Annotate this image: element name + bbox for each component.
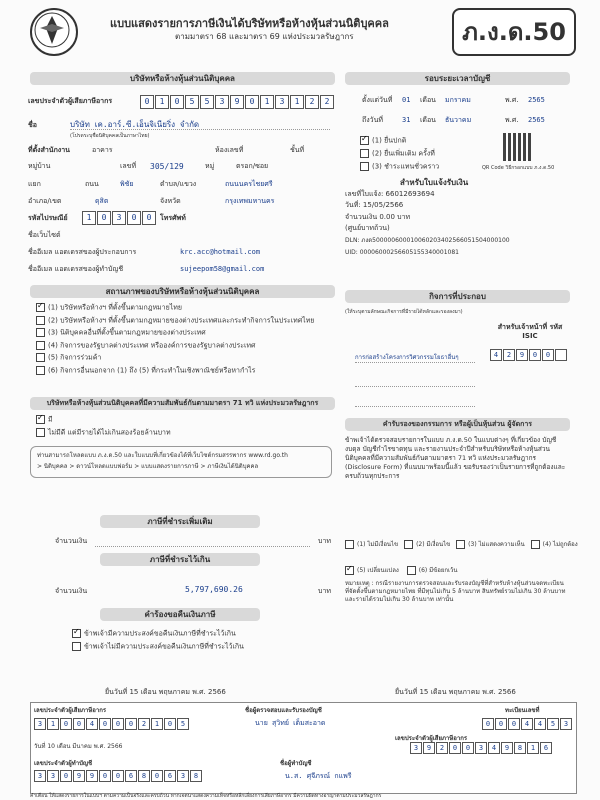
bottom-note: คำเตือน ให้แสดงรายการในแบบฯ ตามความเป็นจริงและครบถ้วน หากเจตนาแสดงความเท็จหรือหลีกเลี่ยงการเสียภาษีอากร มีความผิดทางอาญาตามประมวลรัษฎากร xyxy=(30,793,382,799)
isic-digit: 4 xyxy=(490,349,502,361)
receipt-uid: UID: 000060002566051553400010​81 xyxy=(345,249,459,256)
road[interactable]: พิชัย xyxy=(120,180,134,188)
status-label: (5) กิจการร่วมค้า xyxy=(48,353,102,362)
district-label: อำเภอ/เขต xyxy=(28,197,62,205)
auditor-name[interactable]: นาย สุวิทย์ เต็มสะอาด xyxy=(255,719,326,727)
acct-id-digit: 0 xyxy=(99,770,111,782)
start-label: ตั้งแต่วันที่ xyxy=(362,96,393,104)
zip-digit: 0 xyxy=(142,211,156,225)
tax-id-digit: 0 xyxy=(140,95,154,109)
refund-yes-label: ข้าพเจ้ามีความประสงค์ขอคืนเงินภาษีที่ชำระไว้เกิน xyxy=(84,629,236,638)
related-yes[interactable] xyxy=(36,415,53,425)
garuda-emblem-icon xyxy=(32,10,72,50)
filing-temporary-checkbox[interactable] xyxy=(360,162,369,171)
acct-id-digit: 3 xyxy=(34,770,46,782)
auditor-id-digit: 0 xyxy=(112,718,124,730)
related-no[interactable] xyxy=(36,428,171,438)
company-section-title: บริษัทหรือห้างหุ้นส่วนนิติบุคคล xyxy=(30,72,335,85)
filing-additional-checkbox[interactable] xyxy=(360,149,369,158)
acct-id-digit: 3 xyxy=(47,770,59,782)
zip-digit: 3 xyxy=(112,211,126,225)
office-id-digit: 6 xyxy=(540,742,552,754)
license-label: ทะเบียนเลขที่ xyxy=(505,707,540,714)
qr-code-icon xyxy=(503,133,531,161)
status-checkbox[interactable] xyxy=(36,353,45,362)
auditor-id-digit: 0 xyxy=(164,718,176,730)
status-label: (1) บริษัทหรือห้างฯ ที่ตั้งขึ้นตามกฎหมายไทย xyxy=(48,303,182,312)
certify-options-1 xyxy=(345,540,578,549)
status-label: (4) กิจการของรัฐบาลต่างประเทศ หรือองค์การของรัฐบาลต่างประเทศ xyxy=(48,341,256,349)
auditor-id-digit: 5 xyxy=(177,718,189,730)
acct-id-digit: 6 xyxy=(164,770,176,782)
zip-boxes[interactable] xyxy=(82,211,157,225)
isic-boxes[interactable] xyxy=(490,349,568,361)
tax-id-label: เลขประจำตัวผู้เสียภาษีอากร xyxy=(28,97,113,105)
certify-date: ยื่นวันที่ 15 เดือน พฤษภาคม พ.ศ. 2566 xyxy=(395,688,516,696)
auditor-id-digit: 4 xyxy=(86,718,98,730)
auditor-id-digit: 2 xyxy=(138,718,150,730)
office-id-digit: 2 xyxy=(436,742,448,754)
filing-additional-label: (2) ยื่นเพิ่มเติม ครั้งที่ xyxy=(372,149,435,158)
tax-id-digit: 9 xyxy=(230,95,244,109)
activity-1[interactable]: การก่อสร้างโครงการวิศวกรรมโยธาอื่นๆ xyxy=(355,353,475,363)
related-no-checkbox[interactable] xyxy=(36,428,45,437)
certify-opt-e-checkbox[interactable] xyxy=(345,566,354,575)
refund-yes[interactable] xyxy=(72,629,236,639)
rd-logo xyxy=(30,8,78,56)
download-note-1: ท่านสามารถโหลดแบบ ภ.ง.ด.50 และใบแนบที่เกี่ยวข้องได้ที่เว็บไซต์กรมสรรพากร www.rd.go.th xyxy=(37,452,288,459)
company-email[interactable]: krc.acc@hotmail.com xyxy=(180,248,261,256)
end-year[interactable]: 2565 xyxy=(528,116,545,124)
certify-note: หมายเหตุ : กรณีรายงานการตรวจสอบและรับรองบัญชีที่สำหรับห้างหุ้นส่วนจดทะเบียนที่จัดตั้งขึ้นตามกฎหมายไทย ที่มีทุนไม่เกิน 5 ล้านบาท สินทรัพย์รวมไม่เกิน 30 ล้านบาท และรายได้รวมไม่เกิน 30 ล้านบาท เท่านั้น xyxy=(345,580,566,603)
tax-id-digit: 2 xyxy=(320,95,334,109)
certify-text: ข้าพเจ้าได้ตรวจสอบรายการในแบบ ภ.ง.ด.50 ในแบบต่างๆ ที่เกี่ยวข้อง บัญชีงบดุล บัญชีกำไรขาดทุน และรายงานประจำปีสำหรับบริษัทหรือห้างหุ้นส่วนนิติบุคคลที่มีความสัมพันธ์กันตามมาตรา 71 ทวิ แห่งประมวลรัษฎากร (Disclosure Form) ที่แนบมาพร้อมนี้แล้ว ขอรับรองว่าเป็นรายการที่ถูกต้องและครบถ้วนทุกประการ xyxy=(345,436,566,480)
tax-id-digit: 5 xyxy=(200,95,214,109)
phone-label: โทรศัพท์ xyxy=(160,214,186,222)
zip-digit: 0 xyxy=(97,211,111,225)
office-id-digit: 0 xyxy=(449,742,461,754)
isic-digit: 0 xyxy=(542,349,554,361)
zip-label: รหัสไปรษณีย์ xyxy=(28,214,68,222)
qr-note: QR Code วิธีกรอกแบบ ภ.ง.ด.50 xyxy=(482,165,555,171)
certify-opt-d-checkbox[interactable] xyxy=(531,540,540,549)
start-year[interactable]: 2565 xyxy=(528,96,545,104)
tax-id-digit: 1 xyxy=(260,95,274,109)
office-id-digit: 3 xyxy=(475,742,487,754)
refund-title: คำร้องขอคืนเงินภาษี xyxy=(100,608,260,621)
tax-id-boxes[interactable] xyxy=(140,95,335,109)
tax-extra-unit: บาท xyxy=(318,537,331,545)
acct-id-digit: 9 xyxy=(86,770,98,782)
acct-email[interactable]: sujeepom58@gmail.com xyxy=(180,265,265,273)
acct-id-digit: 8 xyxy=(138,770,150,782)
status-checkbox[interactable] xyxy=(36,341,45,350)
auditor-id-digit: 0 xyxy=(99,718,111,730)
certify-opt-f: (6) มีข้อยกเว้น xyxy=(418,567,458,574)
status-label: (2) บริษัทหรือห้างฯ ที่ตั้งขึ้นตามกฎหมายของต่างประเทศและกระทำกิจการในประเทศไทย xyxy=(48,316,315,324)
website-label: ชื่อเว็บไซต์ xyxy=(28,231,61,239)
start-month[interactable]: มกราคม xyxy=(445,96,471,104)
filing-normal-checkbox[interactable] xyxy=(360,136,369,145)
isic-digit: 0 xyxy=(529,349,541,361)
acct-name[interactable]: น.ส. ศุจีภรณ์ กแพรี xyxy=(285,772,352,780)
related-yes-checkbox[interactable] xyxy=(36,415,45,424)
certify-opt-d: (4) ไม่ถูกต้อง xyxy=(542,541,578,548)
office-id-digit: 9 xyxy=(501,742,513,754)
tax-id-digit: 0 xyxy=(245,95,259,109)
download-note-2: > นิติบุคคล > ดาวน์โหลดแบบฟอร์ม > แบบแสดงรายการภาษี > ภาษีเงินได้นิติบุคคล xyxy=(37,463,259,470)
license-digit: 5 xyxy=(547,718,559,730)
receipt-date: วันที่: 15/05/2566 xyxy=(345,201,404,209)
filing-normal-label: (1) ยื่นปกติ xyxy=(372,136,407,145)
auditor-name-label: ชื่อผู้ตรวจสอบและรับรองบัญชี xyxy=(245,707,322,714)
office-id-digit: 1 xyxy=(527,742,539,754)
receipt-amount: จำนวนเงิน 0.00 บาท xyxy=(345,213,411,221)
related-yes-label: มี xyxy=(48,415,53,424)
license-digit: 4 xyxy=(534,718,546,730)
tax-id-digit: 3 xyxy=(215,95,229,109)
no-label: เลขที่ xyxy=(120,162,137,170)
name-label: ชื่อ xyxy=(28,121,37,129)
auditor-id-digit: 0 xyxy=(125,718,137,730)
start-month-label: เดือน xyxy=(420,96,436,104)
certify-opt-e: (5) เปลี่ยนแปลง xyxy=(357,567,399,574)
status-checkbox[interactable] xyxy=(36,316,45,325)
tax-extra-amount[interactable] xyxy=(95,537,310,547)
auditor-id-digit: 0 xyxy=(73,718,85,730)
room-label: ห้องเลขที่ xyxy=(215,146,244,154)
filing-temporary[interactable] xyxy=(360,162,439,172)
form-subtitle: ตามมาตรา 68 และมาตรา 69 แห่งประมวลรัษฎากร xyxy=(175,32,354,41)
office-id-digit: 9 xyxy=(423,742,435,754)
download-note xyxy=(30,446,332,478)
tax-id-digit: 3 xyxy=(275,95,289,109)
office-id-boxes[interactable] xyxy=(410,742,553,754)
zip-digit: 1 xyxy=(82,211,96,225)
acct-id-digit: 3 xyxy=(177,770,189,782)
address-label: ที่ตั้งสำนักงาน xyxy=(28,146,70,154)
province-label: จังหวัด xyxy=(160,197,181,205)
tax-id-digit: 1 xyxy=(155,95,169,109)
office-id-digit: 3 xyxy=(410,742,422,754)
province[interactable]: กรุงเทพมหานคร xyxy=(225,197,275,205)
status-list xyxy=(36,303,314,378)
acct-id-digit: 9 xyxy=(73,770,85,782)
status-item[interactable] xyxy=(36,303,314,313)
end-day[interactable]: 31 xyxy=(402,116,411,124)
acct-name-label: ชื่อผู้ทำบัญชี xyxy=(280,760,312,767)
license-digit: 0 xyxy=(508,718,520,730)
certify-options-2 xyxy=(345,566,458,575)
tax-over-unit: บาท xyxy=(318,587,331,595)
form-code: ภ.ง.ด.50 xyxy=(462,18,566,46)
email-label: ชื่ออีเมล แอดเดรสของผู้ประกอบการ xyxy=(28,248,137,256)
status-item[interactable] xyxy=(36,366,314,376)
refund-date: ยื่นวันที่ 15 เดือน พฤษภาคม พ.ศ. 2566 xyxy=(105,688,226,696)
office-id-digit: 0 xyxy=(462,742,474,754)
period-section-title: รอบระยะเวลาบัญชี xyxy=(345,72,570,85)
office-id-digit: 8 xyxy=(514,742,526,754)
filing-temporary-label: (3) ชำระแทนชั่วคราว xyxy=(372,162,440,171)
certify-opt-f-checkbox[interactable] xyxy=(407,566,416,575)
license-boxes[interactable] xyxy=(482,718,573,730)
end-label: ถึงวันที่ xyxy=(362,116,383,124)
office-id-digit: 4 xyxy=(488,742,500,754)
tax-id-digit: 2 xyxy=(305,95,319,109)
auditor-id-digit: 3 xyxy=(34,718,46,730)
certify-opt-b: (2) มีเงื่อนไข xyxy=(416,541,451,548)
certify-opt-b-checkbox[interactable] xyxy=(404,540,413,549)
receipt-ref: เลขที่ใบแจ้ง: 66012693694 xyxy=(345,190,435,198)
refund-no-checkbox[interactable] xyxy=(72,642,81,651)
status-checkbox[interactable] xyxy=(36,303,45,312)
acct-email-label: ชื่ออีเมล แอดเดรสของผู้ทำบัญชี xyxy=(28,265,124,273)
company-name[interactable]: บริษัท เค.อาร์.ซี.เอ็นจิเนียริ่ง จำกัด xyxy=(70,120,330,130)
isic-digit xyxy=(555,349,567,361)
receipt-dln: DLN: ภงด50000060001006020340256605150400010​0 xyxy=(345,237,510,244)
district[interactable]: ดุสิต xyxy=(95,197,109,205)
name-note: (โปรดระบุชื่อนิติบุคคลเป็นภาษาไทย) xyxy=(70,133,150,139)
audit-date: วันที่ 10 เดือน มีนาคม พ.ศ. 2566 xyxy=(34,743,123,750)
related-no-label: ไม่มีดี แต่มีรายได้ไม่เกินสองร้อยล้านบาท xyxy=(48,428,171,437)
certify-title: คำรับรองของกรรมการ หรือผู้เป็นหุ้นส่วน ผู้จัดการ xyxy=(345,418,570,431)
tax-id-digit: 0 xyxy=(170,95,184,109)
certify-opt-a-checkbox[interactable] xyxy=(345,540,354,549)
auditor-id-label: เลขประจำตัวผู้เสียภาษีอากร xyxy=(34,707,107,714)
certify-opt-c-checkbox[interactable] xyxy=(456,540,465,549)
form-code-box xyxy=(452,8,576,56)
acct-id-digit: 0 xyxy=(151,770,163,782)
auditor-id-digit: 0 xyxy=(60,718,72,730)
acct-id-digit: 0 xyxy=(60,770,72,782)
soi-label: ตรอก/ซอย xyxy=(236,162,269,170)
end-year-label: พ.ศ. xyxy=(505,116,519,124)
status-checkbox[interactable] xyxy=(36,328,45,337)
floor-label: ชั้นที่ xyxy=(290,146,305,154)
refund-no[interactable] xyxy=(72,642,244,652)
acct-id-boxes[interactable] xyxy=(34,770,203,782)
yaek-label: แยก xyxy=(28,180,41,188)
certify-opt-c: (3) ไม่แสดงความเห็น xyxy=(468,541,525,548)
related-section-title: บริษัทหรือห้างหุ้นส่วนนิติบุคคลที่มีความสัมพันธ์กันตามมาตรา 71 ทวิ แห่งประมวลรัษฎากร xyxy=(30,397,335,410)
auditor-id-digit: 1 xyxy=(151,718,163,730)
acct-id-digit: 0 xyxy=(112,770,124,782)
tax-over-amount[interactable]: 5,797,690.26 xyxy=(185,585,243,594)
status-label: (6) กิจการอื่นนอกจาก (1) ถึง (5) ที่กระทำในเชิงพาณิชย์หรือหากำไร xyxy=(48,366,256,374)
end-month[interactable]: ธันวาคม xyxy=(445,116,472,124)
status-item[interactable] xyxy=(36,353,314,363)
certify-opt-a: (1) ไม่มีเงื่อนไข xyxy=(357,541,399,548)
village-label: หมู่บ้าน xyxy=(28,162,51,170)
auditor-id-boxes[interactable] xyxy=(34,718,190,730)
activity-3[interactable] xyxy=(355,398,475,407)
status-item[interactable] xyxy=(36,341,314,351)
isic-label: สำหรับเจ้าหน้าที่ รหัส ISIC xyxy=(497,323,563,340)
activity-title: กิจการที่ประกอบ xyxy=(345,290,570,303)
zip-digit: 0 xyxy=(127,211,141,225)
license-digit: 0 xyxy=(482,718,494,730)
tax-over-amount-label: จำนวนเงิน xyxy=(55,587,88,595)
status-label: (3) นิติบุคคลอื่นที่ตั้งขึ้นตามกฎหมายของต่างประเทศ xyxy=(48,328,206,337)
filing-normal[interactable] xyxy=(360,136,406,146)
acct-id-digit: 6 xyxy=(125,770,137,782)
tax-id-digit: 5 xyxy=(185,95,199,109)
start-day[interactable]: 01 xyxy=(402,96,411,104)
receipt-center: (ศูนย์บาทถ้วน) xyxy=(345,224,390,232)
tax-id-digit: 1 xyxy=(290,95,304,109)
status-item[interactable] xyxy=(36,328,314,338)
activity-2[interactable] xyxy=(355,378,475,387)
tax-extra-amount-label: จำนวนเงิน xyxy=(55,537,88,545)
status-checkbox[interactable] xyxy=(36,366,45,375)
office-id-label: เลขประจำตัวผู้เสียภาษีอากร xyxy=(395,735,468,742)
acct-id-digit: 8 xyxy=(190,770,202,782)
road-label: ถนน xyxy=(85,180,99,188)
moo-label: หมู่ xyxy=(205,162,215,170)
tax-extra-title: ภาษีที่ชำระเพิ่มเติม xyxy=(100,515,260,528)
tax-over-title: ภาษีที่ชำระไว้เกิน xyxy=(100,553,260,566)
license-digit: 3 xyxy=(560,718,572,730)
license-digit: 4 xyxy=(521,718,533,730)
license-digit: 0 xyxy=(495,718,507,730)
status-section-title: สถานภาพของบริษัทหรือห้างหุ้นส่วนนิติบุคคล xyxy=(30,285,335,298)
form-title: แบบแสดงรายการภาษีเงินได้บริษัทหรือห้างหุ้นส่วนนิติบุคคล xyxy=(110,17,389,30)
refund-yes-checkbox[interactable] xyxy=(72,629,81,638)
building-label: อาคาร xyxy=(92,146,113,154)
address-no[interactable]: 305/129 xyxy=(150,162,184,171)
end-month-label: เดือน xyxy=(420,116,436,124)
activity-note: (ให้ระบุตามลักษณะกิจการที่มีรายได้หลักและรองลงมา) xyxy=(345,309,463,315)
subdistrict[interactable]: ถนนนครไชยศรี xyxy=(225,180,273,188)
receipt-title: สำหรับใบแจ้งรับเงิน xyxy=(400,178,469,187)
acct-id-label: เลขประจำตัวผู้ทำบัญชี xyxy=(34,760,93,767)
subdistrict-label: ตำบล/แขวง xyxy=(160,180,197,188)
start-year-label: พ.ศ. xyxy=(505,96,519,104)
refund-no-label: ข้าพเจ้าไม่มีความประสงค์ขอคืนเงินภาษีที่ชำระไว้เกิน xyxy=(84,642,244,651)
isic-digit: 2 xyxy=(503,349,515,361)
filing-additional[interactable] xyxy=(360,149,435,159)
auditor-id-digit: 1 xyxy=(47,718,59,730)
status-item[interactable] xyxy=(36,316,314,326)
isic-digit: 9 xyxy=(516,349,528,361)
